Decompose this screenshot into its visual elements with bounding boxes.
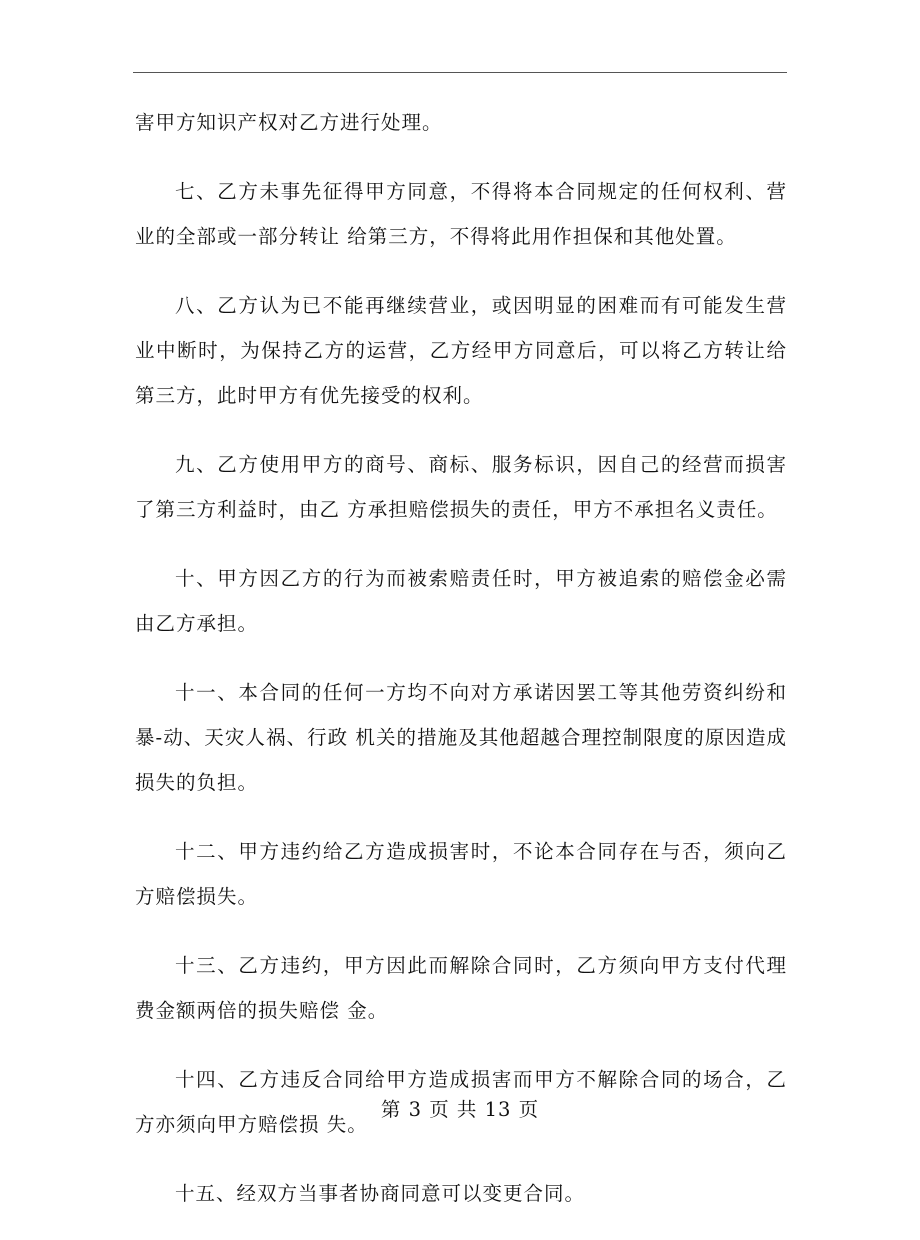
clause-12: 十二、甲方违约给乙方造成损害时，不论本合同存在与否，须向乙方赔偿损失。 xyxy=(135,840,787,908)
document-body xyxy=(135,100,787,1240)
clause-13: 十三、乙方违约，甲方因此而解除合同时，乙方须向甲方支付代理费金额两倍的损失赔偿 金。 xyxy=(135,954,787,1022)
clause-7: 七、乙方未事先征得甲方同意，不得将本合同规定的任何权利、营业的全部或一部分转让 给第三方，不得将此用作担保和其他处置。 xyxy=(135,180,787,248)
clause-14: 十四、乙方违反合同给甲方造成损害而甲方不解除合同的场合，乙方亦须向甲方赔偿损 失。 xyxy=(135,1068,787,1136)
page-number: 第 3 页 共 13 页 xyxy=(380,1098,540,1121)
clause-10: 十、甲方因乙方的行为而被索赔责任时，甲方被追索的赔偿金必需由乙方承担。 xyxy=(135,567,787,635)
clause-8: 八、乙方认为已不能再继续营业，或因明显的困难而有可能发生营业中断时，为保持乙方的运营，乙方经甲方同意后，可以将乙方转让给第三方，此时甲方有优先接受的权利。 xyxy=(135,294,787,407)
paragraph-continuation: 害甲方知识产权对乙方进行处理。 xyxy=(135,111,443,134)
clause-9: 九、乙方使用甲方的商号、商标、服务标识，因自己的经营而损害了第三方利益时，由乙 方承担赔偿损失的责任，甲方不承担名义责任。 xyxy=(135,453,787,521)
clause-15: 十五、经双方当事者协商同意可以变更合同。 xyxy=(175,1182,586,1205)
header-divider xyxy=(133,72,787,73)
clause-11: 十一、本合同的任何一方均不向对方承诺因罢工等其他劳资纠纷和暴-动、天灾人祸、行政 机关的措施及其他超越合理控制限度的原因造成损失的负担。 xyxy=(135,681,787,794)
